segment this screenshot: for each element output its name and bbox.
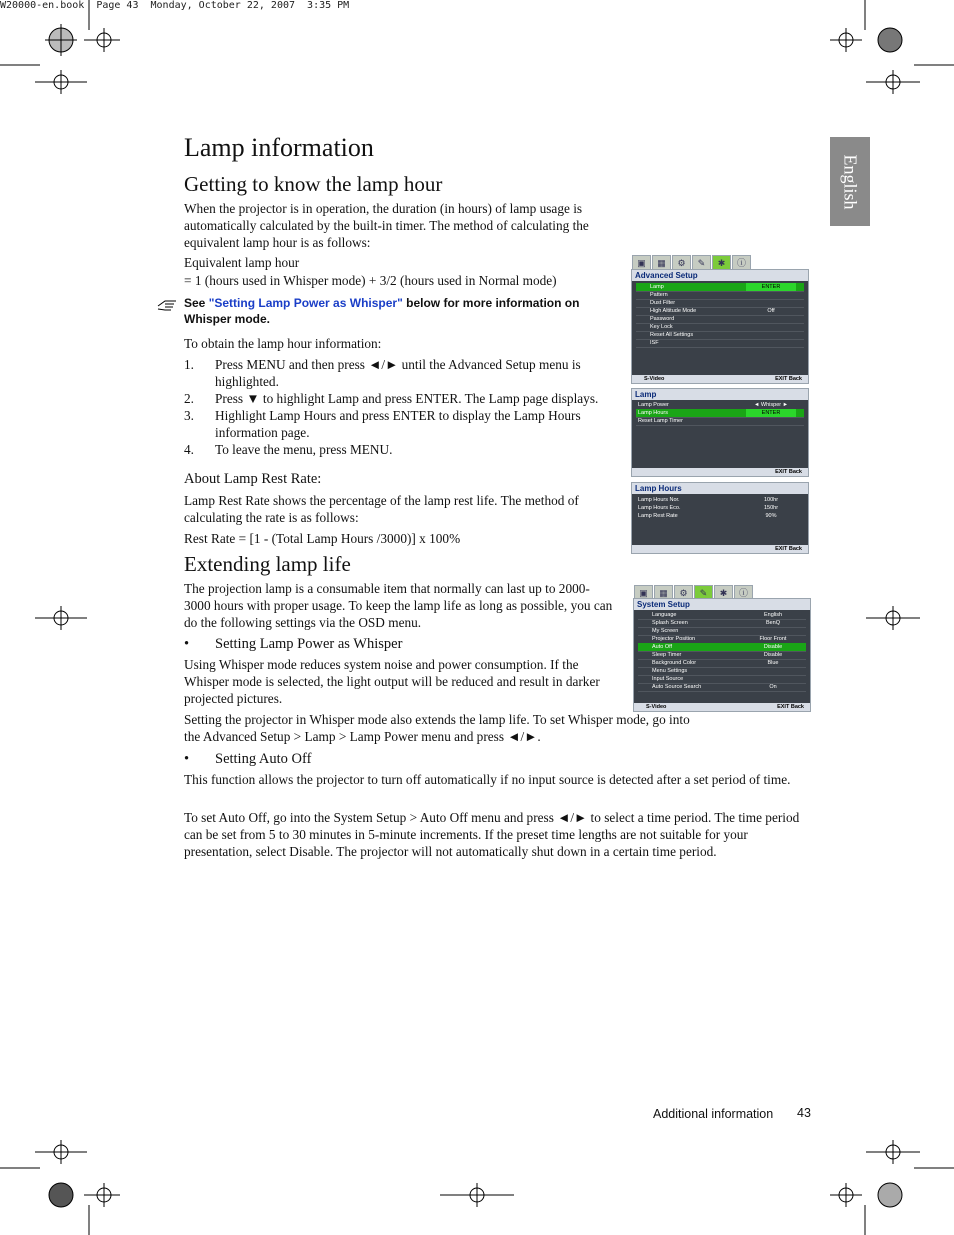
picture-icon: ▣ bbox=[634, 585, 653, 601]
osd-footer: EXIT Back bbox=[632, 545, 808, 553]
list-item: 4. To leave the menu, press MENU. bbox=[184, 442, 393, 457]
osd-row: Pattern bbox=[636, 291, 804, 300]
picture-icon: ▣ bbox=[632, 255, 651, 271]
tools-icon: ✎ bbox=[692, 255, 711, 271]
osd-row: Lamp Hours ENTER bbox=[636, 409, 804, 418]
settings-icon: ⚙ bbox=[674, 585, 693, 601]
osd-row: My Screen bbox=[638, 627, 806, 636]
osd-title: Lamp Hours bbox=[632, 483, 808, 494]
osd-row: Sleep Timer Disable bbox=[638, 651, 806, 660]
section-heading-lamp-hour: Getting to know the lamp hour bbox=[184, 172, 443, 196]
osd-row: Lamp ENTER bbox=[636, 283, 804, 292]
osd-footer: S-Video EXIT Back bbox=[632, 375, 808, 383]
tools-icon: ✎ bbox=[694, 585, 713, 601]
osd-row: Projector Position Floor Front bbox=[638, 635, 806, 644]
rest-rate-formula: Rest Rate = [1 - (Total Lamp Hours /3000)] x 100% bbox=[184, 531, 461, 546]
osd-menu-tabs bbox=[632, 255, 752, 270]
list-item: 2. Press ▼ to highlight Lamp and press ENTER. The Lamp page displays. bbox=[184, 391, 599, 406]
osd-row: Dust Filter bbox=[636, 299, 804, 308]
osd-footer: S-Video EXIT Back bbox=[634, 703, 810, 711]
note-whisper: See "Setting Lamp Power as Whisper" below for more information on Whisper mode. bbox=[184, 296, 580, 326]
page-number: 43 bbox=[797, 1106, 811, 1120]
whisper-link[interactable]: "Setting Lamp Power as Whisper" bbox=[208, 296, 403, 310]
osd-title: Advanced Setup bbox=[632, 270, 808, 281]
osd-row: ISF bbox=[636, 339, 804, 348]
about-rest-rate-text: Lamp Rest Rate shows the percentage of the lamp rest life. The method of calculating the rate is as follows: bbox=[184, 493, 579, 525]
osd-footer: EXIT Back bbox=[632, 468, 808, 476]
osd-lamp bbox=[631, 388, 809, 477]
lamp-hour-intro: When the projector is in operation, the duration (in hours) of lamp usage is automatically calculated by the built-in timer. The method of calculating the equivalent lamp hour is as follows: bbox=[184, 201, 589, 250]
osd-lamp-hours bbox=[631, 482, 809, 554]
auto-off-text-1: This function allows the projector to turn off automatically if no input source is detected after a set period of time. bbox=[184, 772, 791, 787]
print-header: W20000-en.book Page 43 Monday, October 22, 2007 3:35 PM bbox=[0, 0, 350, 11]
osd-row: Menu Settings bbox=[638, 667, 806, 676]
osd-row: Reset Lamp Timer bbox=[636, 417, 804, 426]
note-hand-icon bbox=[156, 297, 180, 313]
osd-title: Lamp bbox=[632, 389, 808, 400]
osd-row: Password bbox=[636, 315, 804, 324]
osd-row: Reset All Settings bbox=[636, 331, 804, 340]
osd-row: Auto Source Search On bbox=[638, 683, 806, 692]
osd-system-setup bbox=[633, 598, 811, 712]
list-item: 1. Press MENU and then press ◄/► until the Advanced Setup menu is highlighted. bbox=[184, 357, 581, 389]
section-heading-extend: Extending lamp life bbox=[184, 552, 351, 576]
steps-list bbox=[184, 356, 614, 458]
formula-label: Equivalent lamp hour bbox=[184, 255, 300, 270]
osd-row: Input Source bbox=[638, 675, 806, 684]
extend-intro: The projection lamp is a consumable item that normally can last up to 2000-3000 hours with proper usage. To keep the lamp life as long as possible, you can do the following settings via the OSD menu. bbox=[184, 581, 613, 630]
osd-row: Key Lock bbox=[636, 323, 804, 332]
osd-row: Language English bbox=[638, 611, 806, 620]
osd-row: Auto Off Disable bbox=[638, 643, 806, 652]
advanced-icon: ✱ bbox=[712, 255, 731, 271]
list-item: 3. Highlight Lamp Hours and press ENTER to display the Lamp Hours information page. bbox=[184, 408, 581, 440]
osd-row: Lamp Power ◄ Whisper ► bbox=[636, 401, 804, 410]
settings-icon: ⚙ bbox=[672, 255, 691, 271]
whisper-text-1: Using Whisper mode reduces system noise and power consumption. If the Whisper mode is selected, the light output will be reduced and result in darker projected pictures. bbox=[184, 657, 600, 706]
osd-title: System Setup bbox=[634, 599, 810, 610]
auto-off-text-2: To set Auto Off, go into the System Setup > Auto Off menu and press ◄/► to select a time period. The time period can be set from 5 to 30 minutes in 5-minute increments. If the preset time lengths are not suitable for your presentation, select Disable. The projector will not automatically shut down in a certain time period. bbox=[184, 810, 800, 859]
osd-row: Lamp Rest Rate 90% bbox=[638, 513, 777, 519]
osd-row: Lamp Hours Nor. 100hr bbox=[638, 497, 779, 503]
advanced-icon: ✱ bbox=[714, 585, 733, 601]
obtain-text: To obtain the lamp hour information: bbox=[184, 336, 382, 351]
osd-row: Lamp Hours Eco. 150hr bbox=[638, 505, 779, 511]
language-tab bbox=[830, 137, 870, 226]
language-tab-label: English bbox=[840, 153, 861, 210]
osd-row: Background Color Blue bbox=[638, 659, 806, 668]
display-icon: ▦ bbox=[652, 255, 671, 271]
info-icon: ⓘ bbox=[732, 255, 751, 271]
info-icon: ⓘ bbox=[734, 585, 753, 601]
osd-row: Splash Screen BenQ bbox=[638, 619, 806, 628]
whisper-text-2: Setting the projector in Whisper mode also extends the lamp life. To set Whisper mode, go into the Advanced Setup > Lamp > Lamp Power menu and press ◄/►. bbox=[184, 712, 690, 744]
footer-section: Additional information bbox=[653, 1107, 774, 1121]
page-title: Lamp information bbox=[184, 133, 374, 162]
about-rest-rate-heading: About Lamp Rest Rate: bbox=[184, 471, 322, 487]
osd-row: High Altitude Mode Off bbox=[636, 307, 804, 316]
display-icon: ▦ bbox=[654, 585, 673, 601]
osd-advanced-setup bbox=[631, 269, 809, 384]
formula: = 1 (hours used in Whisper mode) + 3/2 (hours used in Normal mode) bbox=[184, 273, 557, 288]
